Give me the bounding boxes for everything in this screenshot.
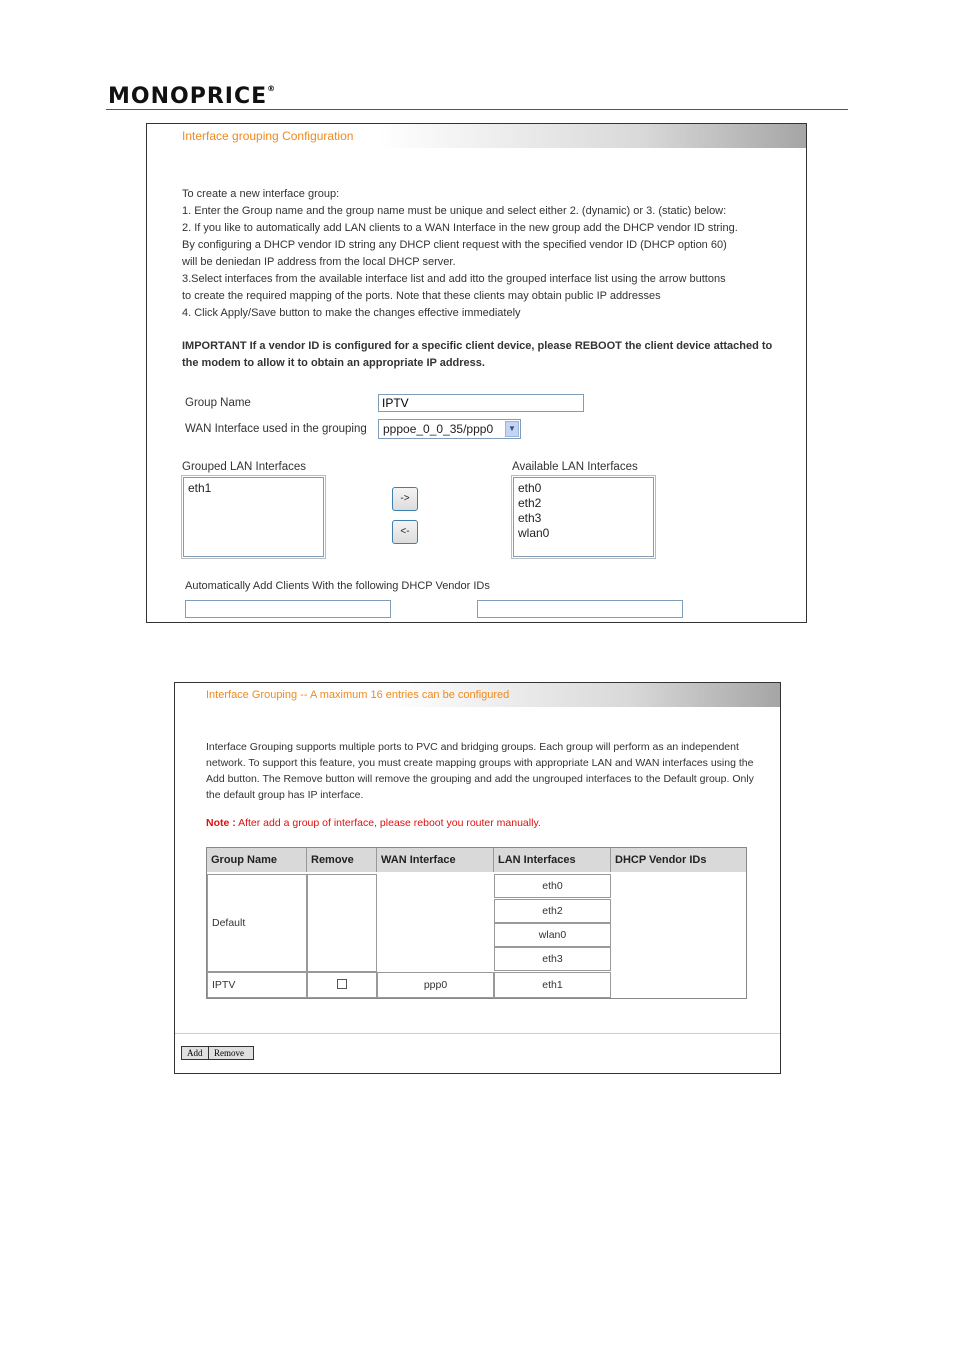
table-cell-remove xyxy=(307,972,377,998)
interface-grouping-table-panel xyxy=(174,682,781,1074)
remove-checkbox[interactable] xyxy=(337,979,347,989)
header-divider xyxy=(106,109,848,110)
move-right-button[interactable]: -> xyxy=(392,487,418,511)
table-cell-lan: wlan0 xyxy=(494,923,611,947)
table-cell-lan: eth1 xyxy=(494,972,611,998)
instruction-line: 4. Click Apply/Save button to make the changes effective immediately xyxy=(182,307,521,319)
list-item[interactable]: eth3 xyxy=(518,511,542,525)
wan-interface-selected: pppoe_0_0_35/ppp0 xyxy=(383,422,494,436)
wan-interface-label: WAN Interface used in the grouping xyxy=(185,423,367,435)
important-notice: IMPORTANT If a vendor ID is configured for a specific client device, please REBOOT the client device attached to the modem to allow it to obtain an appropriate IP address. xyxy=(182,340,773,369)
table-cell-vendor xyxy=(611,872,746,998)
instruction-line: will be deniedan IP address from the local DHCP server. xyxy=(182,256,456,268)
available-lan-label: Available LAN Interfaces xyxy=(512,461,638,473)
add-button[interactable]: Add xyxy=(181,1046,209,1060)
instruction-line: to create the required mapping of the ports. Note that these clients may obtain public IP addresses xyxy=(182,290,661,302)
list-item[interactable]: wlan0 xyxy=(518,526,550,540)
table-cell-wan xyxy=(377,874,494,972)
note-text: After add a group of interface, please reboot you router manually. xyxy=(238,817,541,829)
grouping-description: Interface Grouping supports multiple ports to PVC and bridging groups. Each group will perform as an independent network. To support this feature, you must create mapping groups with appropriate LAN and WAN interfaces using the Add button. The Remove button will remove the grouping and add the ungrouped interfaces to the Default group. Only the default group has IP interface. xyxy=(206,741,754,801)
instruction-line: To create a new interface group: xyxy=(182,188,340,200)
move-left-button[interactable]: <- xyxy=(392,520,418,544)
instruction-line: 3.Select interfaces from the available interface list and add itto the grouped interface list using the arrow buttons xyxy=(182,273,726,285)
column-header: DHCP Vendor IDs xyxy=(615,854,707,866)
table-cell-lan: eth0 xyxy=(494,874,611,898)
group-name-input[interactable] xyxy=(378,394,584,412)
list-item[interactable]: eth2 xyxy=(518,496,542,510)
column-header: WAN Interface xyxy=(377,848,494,872)
column-header: LAN Interfaces xyxy=(494,848,611,872)
column-header: Remove xyxy=(307,848,377,872)
table-cell-lan: eth3 xyxy=(494,947,611,971)
vendor-id-input-1[interactable] xyxy=(185,600,391,618)
interface-grouping-config-panel xyxy=(146,123,807,623)
reboot-note xyxy=(206,817,541,829)
table-cell-lan: eth2 xyxy=(494,899,611,923)
table-cell-wan: ppp0 xyxy=(377,972,494,998)
chevron-down-icon[interactable]: ▼ xyxy=(505,421,519,437)
list-item[interactable]: eth1 xyxy=(188,481,212,495)
instruction-line: 1. Enter the Group name and the group name must be unique and select either 2. (dynamic) or 3. (static) below: xyxy=(182,205,727,217)
column-header: Group Name xyxy=(207,848,307,872)
group-name-label: Group Name xyxy=(185,397,251,409)
grouping-table xyxy=(206,847,747,999)
grouped-lan-label: Grouped LAN Interfaces xyxy=(182,461,307,473)
wan-interface-select[interactable] xyxy=(378,419,521,439)
table-cell-group: Default xyxy=(207,874,307,972)
list-item[interactable]: eth0 xyxy=(518,481,542,495)
instruction-line: By configuring a DHCP vendor ID string any DHCP client request with the specified vendor ID (DHCP option 60) xyxy=(182,239,727,251)
grouped-lan-list[interactable] xyxy=(183,477,324,557)
table-cell-remove xyxy=(307,874,377,972)
available-lan-list[interactable] xyxy=(513,477,654,557)
remove-button[interactable]: Remove xyxy=(208,1046,254,1060)
grouping-panel-title: Interface Grouping -- A maximum 16 entries can be configured xyxy=(175,683,780,707)
vendor-id-input-2[interactable] xyxy=(477,600,683,618)
table-header xyxy=(207,848,746,872)
footer-divider xyxy=(175,1033,780,1034)
monoprice-logo: MONOPRICE® xyxy=(108,84,277,109)
instruction-line: 2. If you like to automatically add LAN clients to a WAN Interface in the new group add the DHCP vendor ID string. xyxy=(182,222,738,234)
config-panel-title: Interface grouping Configuration xyxy=(147,124,806,148)
config-instructions xyxy=(182,186,782,322)
vendor-ids-label: Automatically Add Clients With the following DHCP Vendor IDs xyxy=(185,580,490,592)
table-cell-group: IPTV xyxy=(207,972,307,998)
note-label: Note : xyxy=(206,817,236,829)
